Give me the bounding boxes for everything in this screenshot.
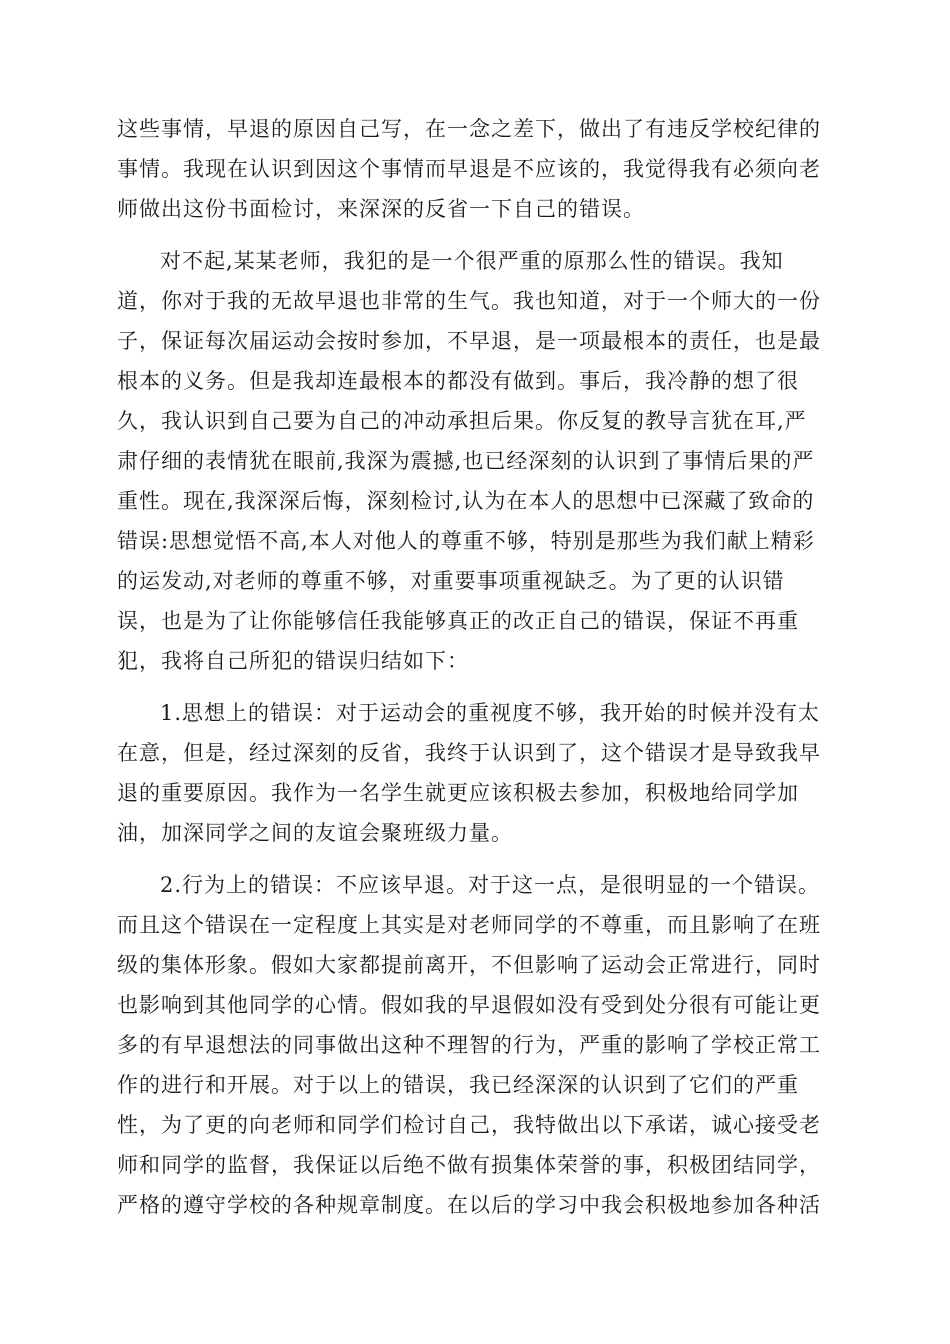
text-line: 久，我认识到自己要为自己的冲动承担后果。你反复的教导言犹在耳,严: [117, 409, 807, 433]
text-line: 1.思想上的错误：对于运动会的重视度不够，我开始的时候并没有太: [160, 701, 821, 725]
text-line: 这些事情，早退的原因自己写，在一念之差下，做出了有违反学校纪律的: [117, 117, 821, 141]
text-line: 严格的遵守学校的各种规章制度。在以后的学习中我会积极地参加各种活: [117, 1193, 821, 1217]
text-line: 而且这个错误在一定程度上其实是对老师同学的不尊重，而且影响了在班: [117, 913, 821, 937]
text-line: 犯，我将自己所犯的错误归结如下：: [117, 649, 469, 673]
text-line: 级的集体形象。假如大家都提前离开，不但影响了运动会正常进行，同时: [117, 953, 821, 977]
text-line: 事情。我现在认识到因这个事情而早退是不应该的，我觉得我有必须向老: [117, 157, 821, 181]
text-line: 对不起,某某老师，我犯的是一个很严重的原那么性的错误。我知: [160, 249, 784, 273]
text-line: 根本的义务。但是我却连最根本的都没有做到。事后，我冷静的想了很: [117, 369, 799, 393]
text-line: 师和同学的监督，我保证以后绝不做有损集体荣誉的事，积极团结同学，: [117, 1153, 821, 1177]
text-line: 2.行为上的错误：不应该早退。对于这一点，是很明显的一个错误。: [160, 873, 821, 897]
text-line: 道，你对于我的无故早退也非常的生气。我也知道，对于一个师大的一份: [117, 289, 821, 313]
text-line: 也影响到其他同学的心情。假如我的早退假如没有受到处分很有可能让更: [117, 993, 821, 1017]
text-line: 肃仔细的表情犹在眼前,我深为震撼,也已经深刻的认识到了事情后果的严: [117, 449, 815, 473]
text-line: 多的有早退想法的同事做出这种不理智的行为，严重的影响了学校正常工: [117, 1033, 821, 1057]
text-line: 误，也是为了让你能够信任我能够真正的改正自己的错误，保证不再重: [117, 609, 799, 633]
text-line: 油，加深同学之间的友谊会聚班级力量。: [117, 821, 513, 845]
text-line: 性，为了更的向老师和同学们检讨自己，我特做出以下承诺，诚心接受老: [117, 1113, 821, 1137]
text-line: 重性。现在,我深深后悔，深刻检讨,认为在本人的思想中已深藏了致命的: [117, 489, 815, 513]
text-line: 师做出这份书面检讨，来深深的反省一下自己的错误。: [117, 197, 645, 221]
text-line: 子，保证每次届运动会按时参加，不早退，是一项最根本的责任，也是最: [117, 329, 821, 353]
text-line: 错误:思想觉悟不高,本人对他人的尊重不够，特别是那些为我们献上精彩: [117, 529, 815, 553]
text-line: 退的重要原因。我作为一名学生就更应该积极去参加，积极地给同学加: [117, 781, 799, 805]
text-line: 的运发动,对老师的尊重不够，对重要事项重视缺乏。为了更的认识错: [117, 569, 785, 593]
text-line: 在意，但是，经过深刻的反省，我终于认识到了，这个错误才是导致我早: [117, 741, 821, 765]
text-line: 作的进行和开展。对于以上的错误，我已经深深的认识到了它们的严重: [117, 1073, 799, 1097]
